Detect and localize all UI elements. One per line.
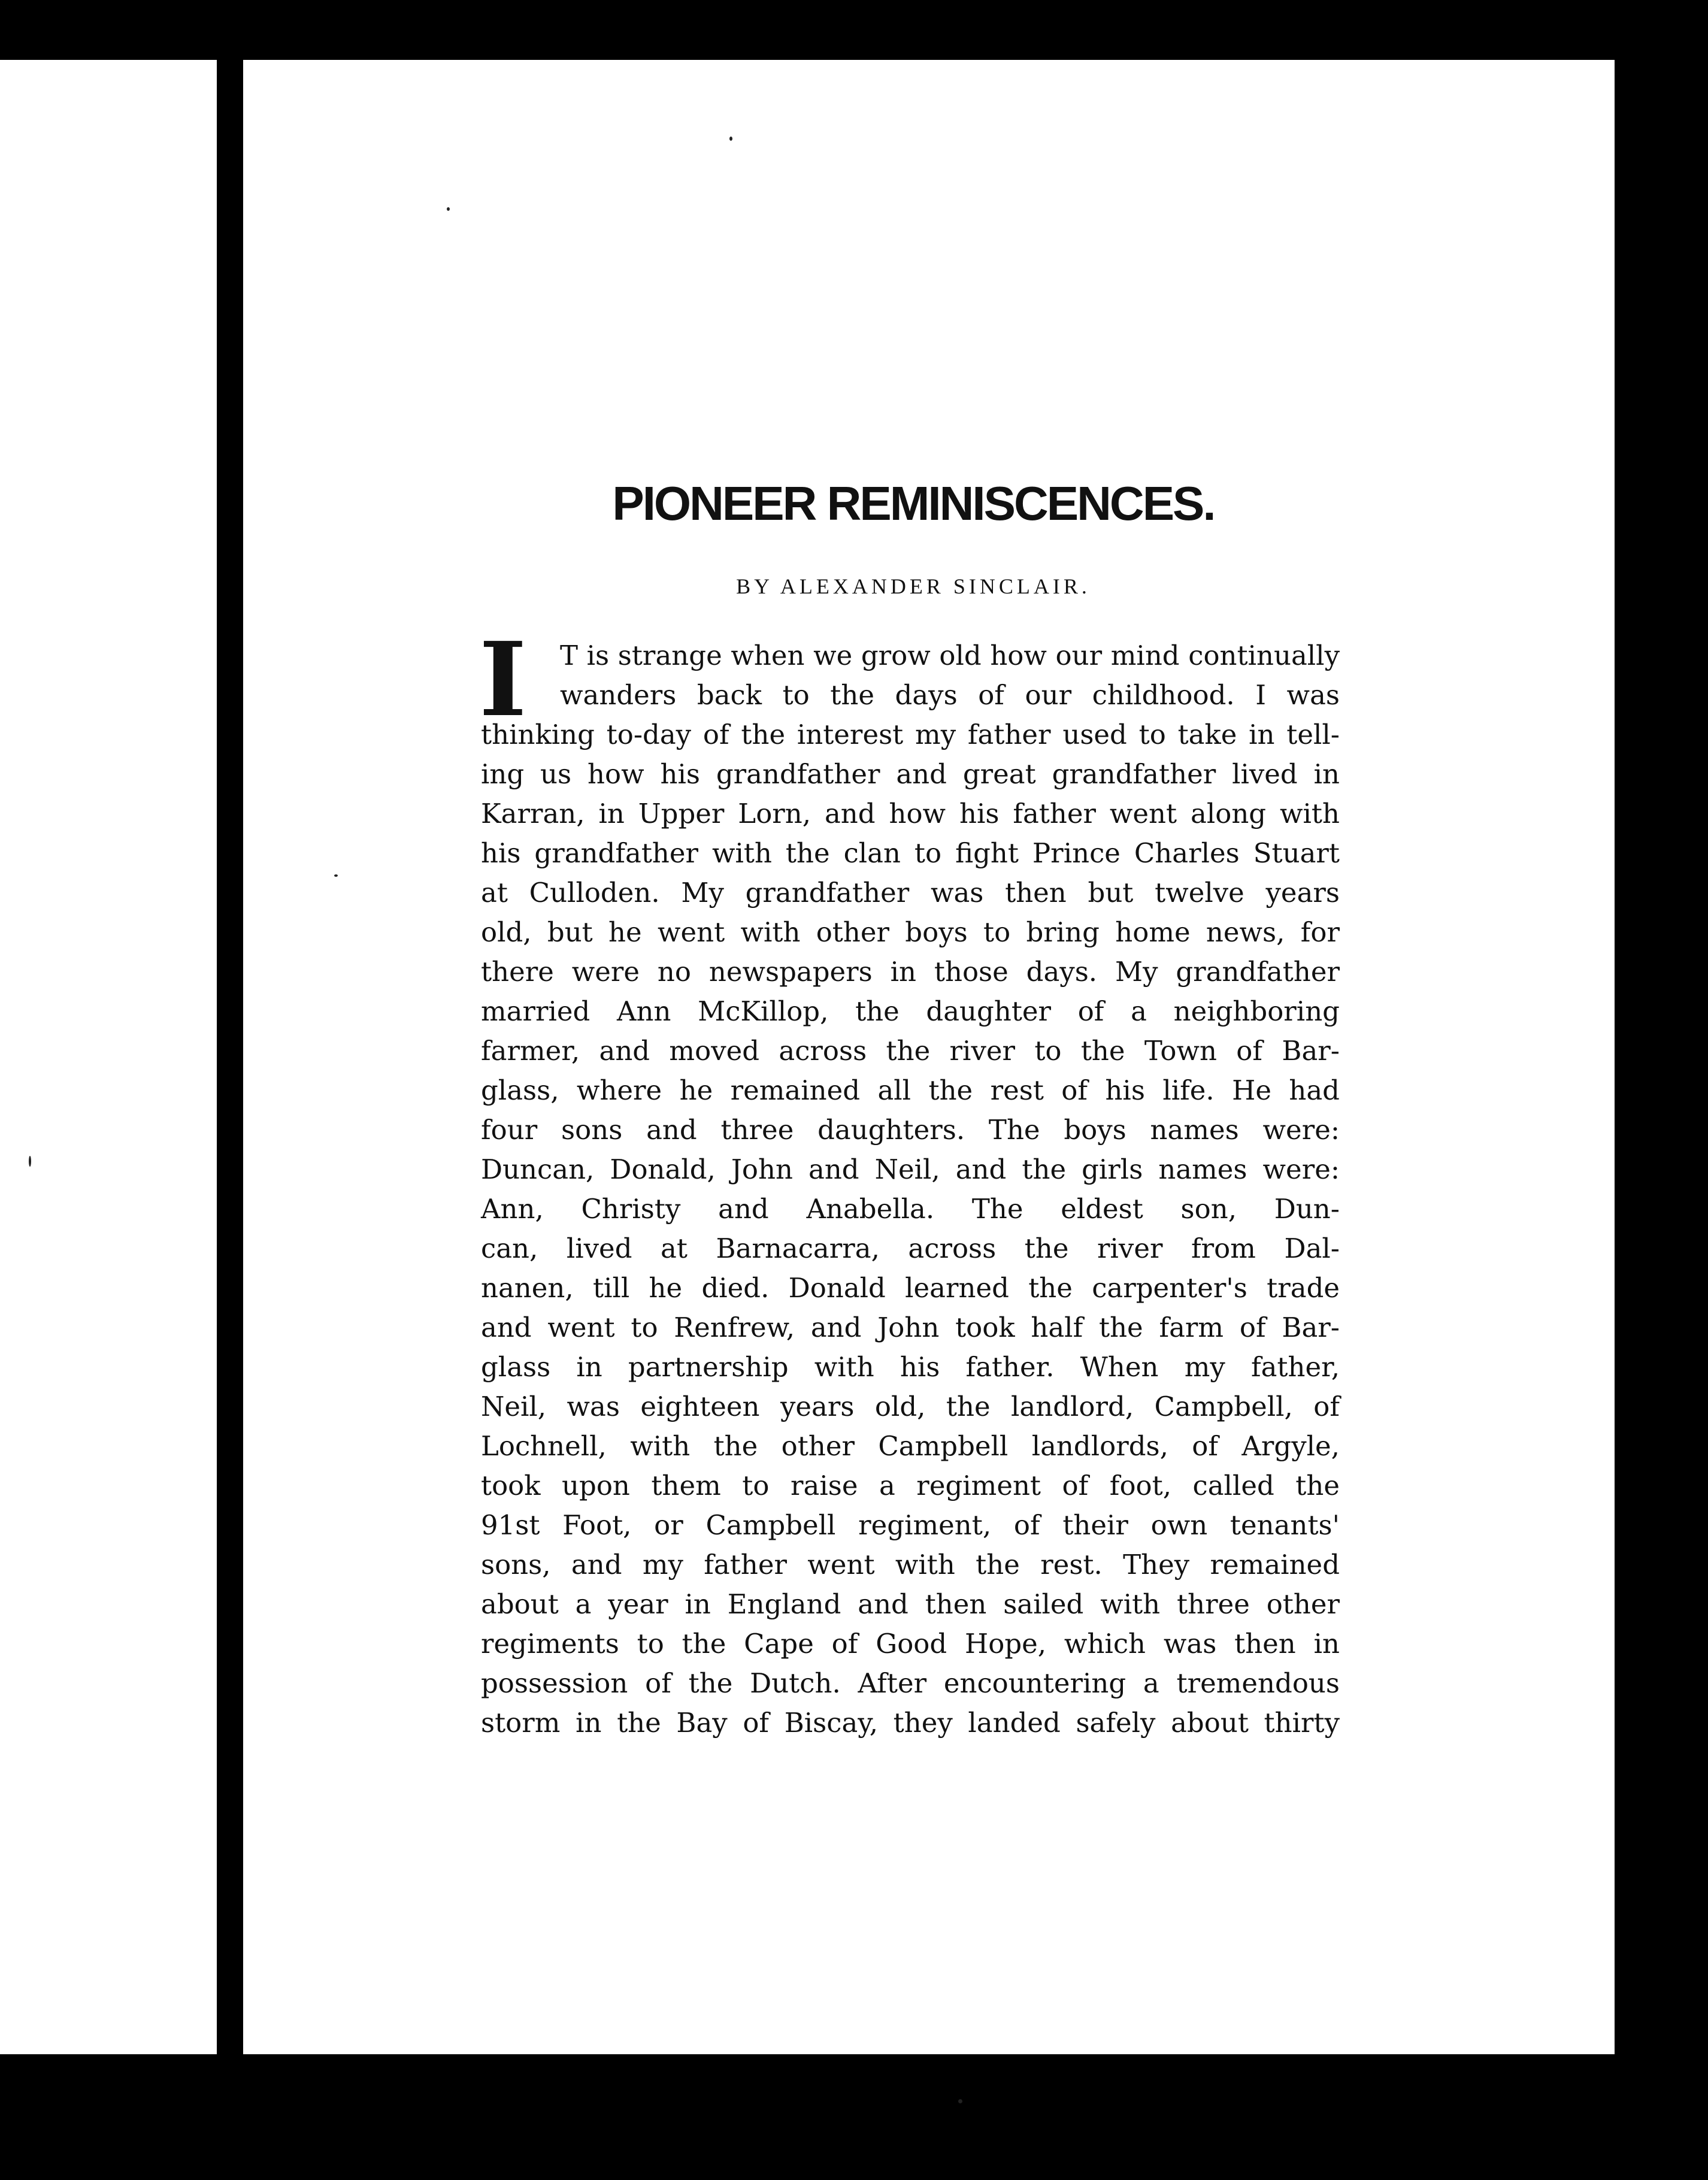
body-line: 91st Foot, or Campbell regiment, of their own tenants' — [481, 1509, 1340, 1541]
body-line: can, lived at Barnacarra, across the river from Dal- — [481, 1233, 1340, 1264]
drop-cap: I — [479, 620, 527, 740]
scan-speck — [334, 874, 338, 877]
body-line: wanders back to the days of our childhood. I was — [560, 679, 1340, 711]
body-line: his grandfather with the clan to fight Prince Charles Stuart — [481, 837, 1340, 869]
body-line: Duncan, Donald, John and Neil, and the girls names were: — [481, 1153, 1340, 1185]
body-line: there were no newspapers in those days. My grandfather — [481, 956, 1340, 988]
body-line: glass in partnership with his father. When my father, — [481, 1351, 1340, 1383]
body-line: ing us how his grandfather and great grandfather lived in — [481, 758, 1340, 790]
body-line: took upon them to raise a regiment of foot, called the — [481, 1470, 1340, 1501]
body-line: nanen, till he died. Donald learned the carpenter's trade — [481, 1272, 1340, 1304]
facing-page-edge — [0, 60, 217, 2054]
article-byline: BY ALEXANDER SINCLAIR. — [736, 574, 1091, 598]
body-line: married Ann McKillop, the daughter of a neighboring — [481, 995, 1340, 1027]
body-line: and went to Renfrew, and John took half the farm of Bar- — [481, 1312, 1340, 1343]
body-line: regiments to the Cape of Good Hope, which was then in — [481, 1628, 1340, 1660]
body-line: possession of the Dutch. After encountering a tremendous — [481, 1667, 1340, 1699]
body-line: sons, and my father went with the rest. They remained — [481, 1549, 1340, 1580]
body-line: old, but he went with other boys to bring home news, for — [481, 916, 1340, 948]
body-line: T is strange when we grow old how our mind continually — [560, 640, 1340, 671]
body-line: Ann, Christy and Anabella. The eldest son, Dun- — [481, 1193, 1340, 1225]
body-line: farmer, and moved across the river to the Town of Bar- — [481, 1035, 1340, 1067]
body-line: about a year in England and then sailed with three other — [481, 1588, 1340, 1620]
scan-speck — [29, 1156, 31, 1167]
body-line: four sons and three daughters. The boys names were: — [481, 1114, 1340, 1146]
body-line: at Culloden. My grandfather was then but twelve years — [481, 877, 1340, 909]
body-line: thinking to-day of the interest my father used to take in tell- — [481, 719, 1340, 750]
body-line: glass, where he remained all the rest of his life. He had — [481, 1074, 1340, 1106]
body-line: storm in the Bay of Biscay, they landed safely about thirty — [481, 1707, 1340, 1739]
book-gutter — [217, 57, 243, 2058]
scan-speck — [447, 207, 450, 211]
body-line: Karran, in Upper Lorn, and how his father went along with — [481, 798, 1340, 829]
scan-speck — [729, 137, 732, 141]
body-line: Neil, was eighteen years old, the landlord, Campbell, of — [481, 1391, 1340, 1422]
body-line: Lochnell, with the other Campbell landlords, of Argyle, — [481, 1430, 1340, 1462]
article-title: PIONEER REMINISCENCES. — [612, 477, 1215, 530]
scan-speck — [958, 2099, 962, 2103]
